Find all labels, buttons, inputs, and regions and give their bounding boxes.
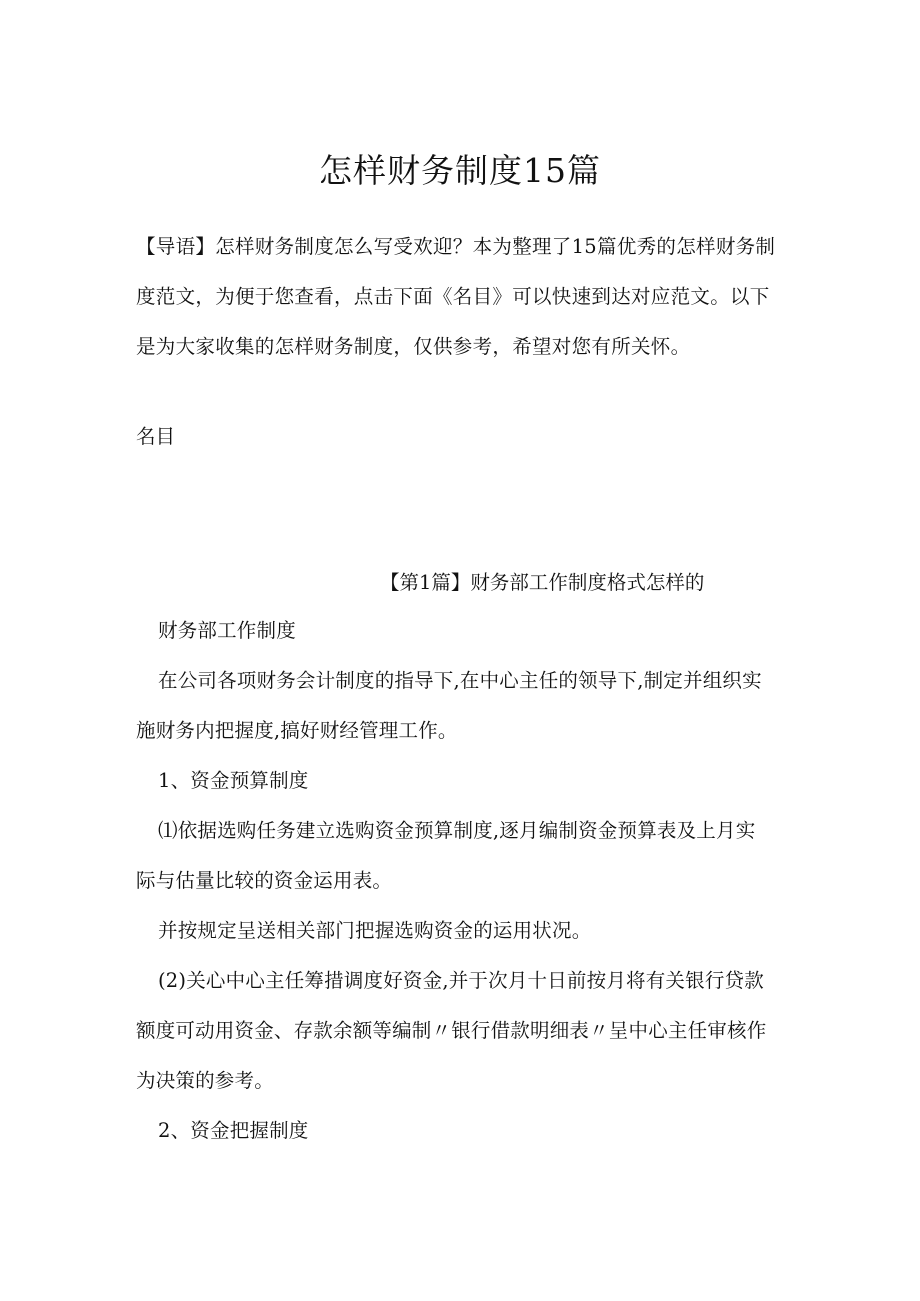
- intro-line: 度范文，为便于您查看，点击下面《名目》可以快速到达对应范文。以下: [136, 285, 770, 308]
- body-line: 并按规定呈送相关部门把握选购资金的运用状况。: [158, 919, 592, 942]
- intro-line: 是为大家收集的怎样财务制度，仅供参考，希望对您有所关怀。: [136, 335, 691, 358]
- toc-label: 名目: [136, 425, 176, 448]
- chapter-body: [136, 606, 796, 1156]
- section-heading: 2、资金把握制度: [158, 1119, 309, 1142]
- intro-line: 【导语】怎样财务制度怎么写受欢迎？本为整理了15篇优秀的怎样财务制: [136, 235, 776, 258]
- body-line: 际与估量比较的资金运用表。: [136, 869, 393, 892]
- section-heading: 1、资金预算制度: [158, 769, 309, 792]
- body-line: 施财务内把握度,搞好财经管理工作。: [136, 719, 458, 742]
- body-line: ⑴依据选购任务建立选购资金预算制度,逐月编制资金预算表及上月实: [158, 819, 756, 842]
- section-heading: 财务部工作制度: [158, 619, 296, 642]
- document-title: 怎样财务制度15篇: [319, 151, 601, 190]
- chapter-title: 【第1篇】财务部工作制度格式怎样的: [380, 571, 705, 594]
- body-line: 为决策的参考。: [136, 1069, 274, 1092]
- body-line: (2)关心中心主任筹措调度好资金,并于次月十日前按月将有关银行贷款: [158, 969, 764, 992]
- body-line: 额度可动用资金、存款余额等编制〃银行借款明细表〃呈中心主任审核作: [136, 1019, 767, 1042]
- body-line: 在公司各项财务会计制度的指导下,在中心主任的领导下,制定并组织实: [158, 669, 762, 692]
- intro-paragraph: [136, 222, 796, 372]
